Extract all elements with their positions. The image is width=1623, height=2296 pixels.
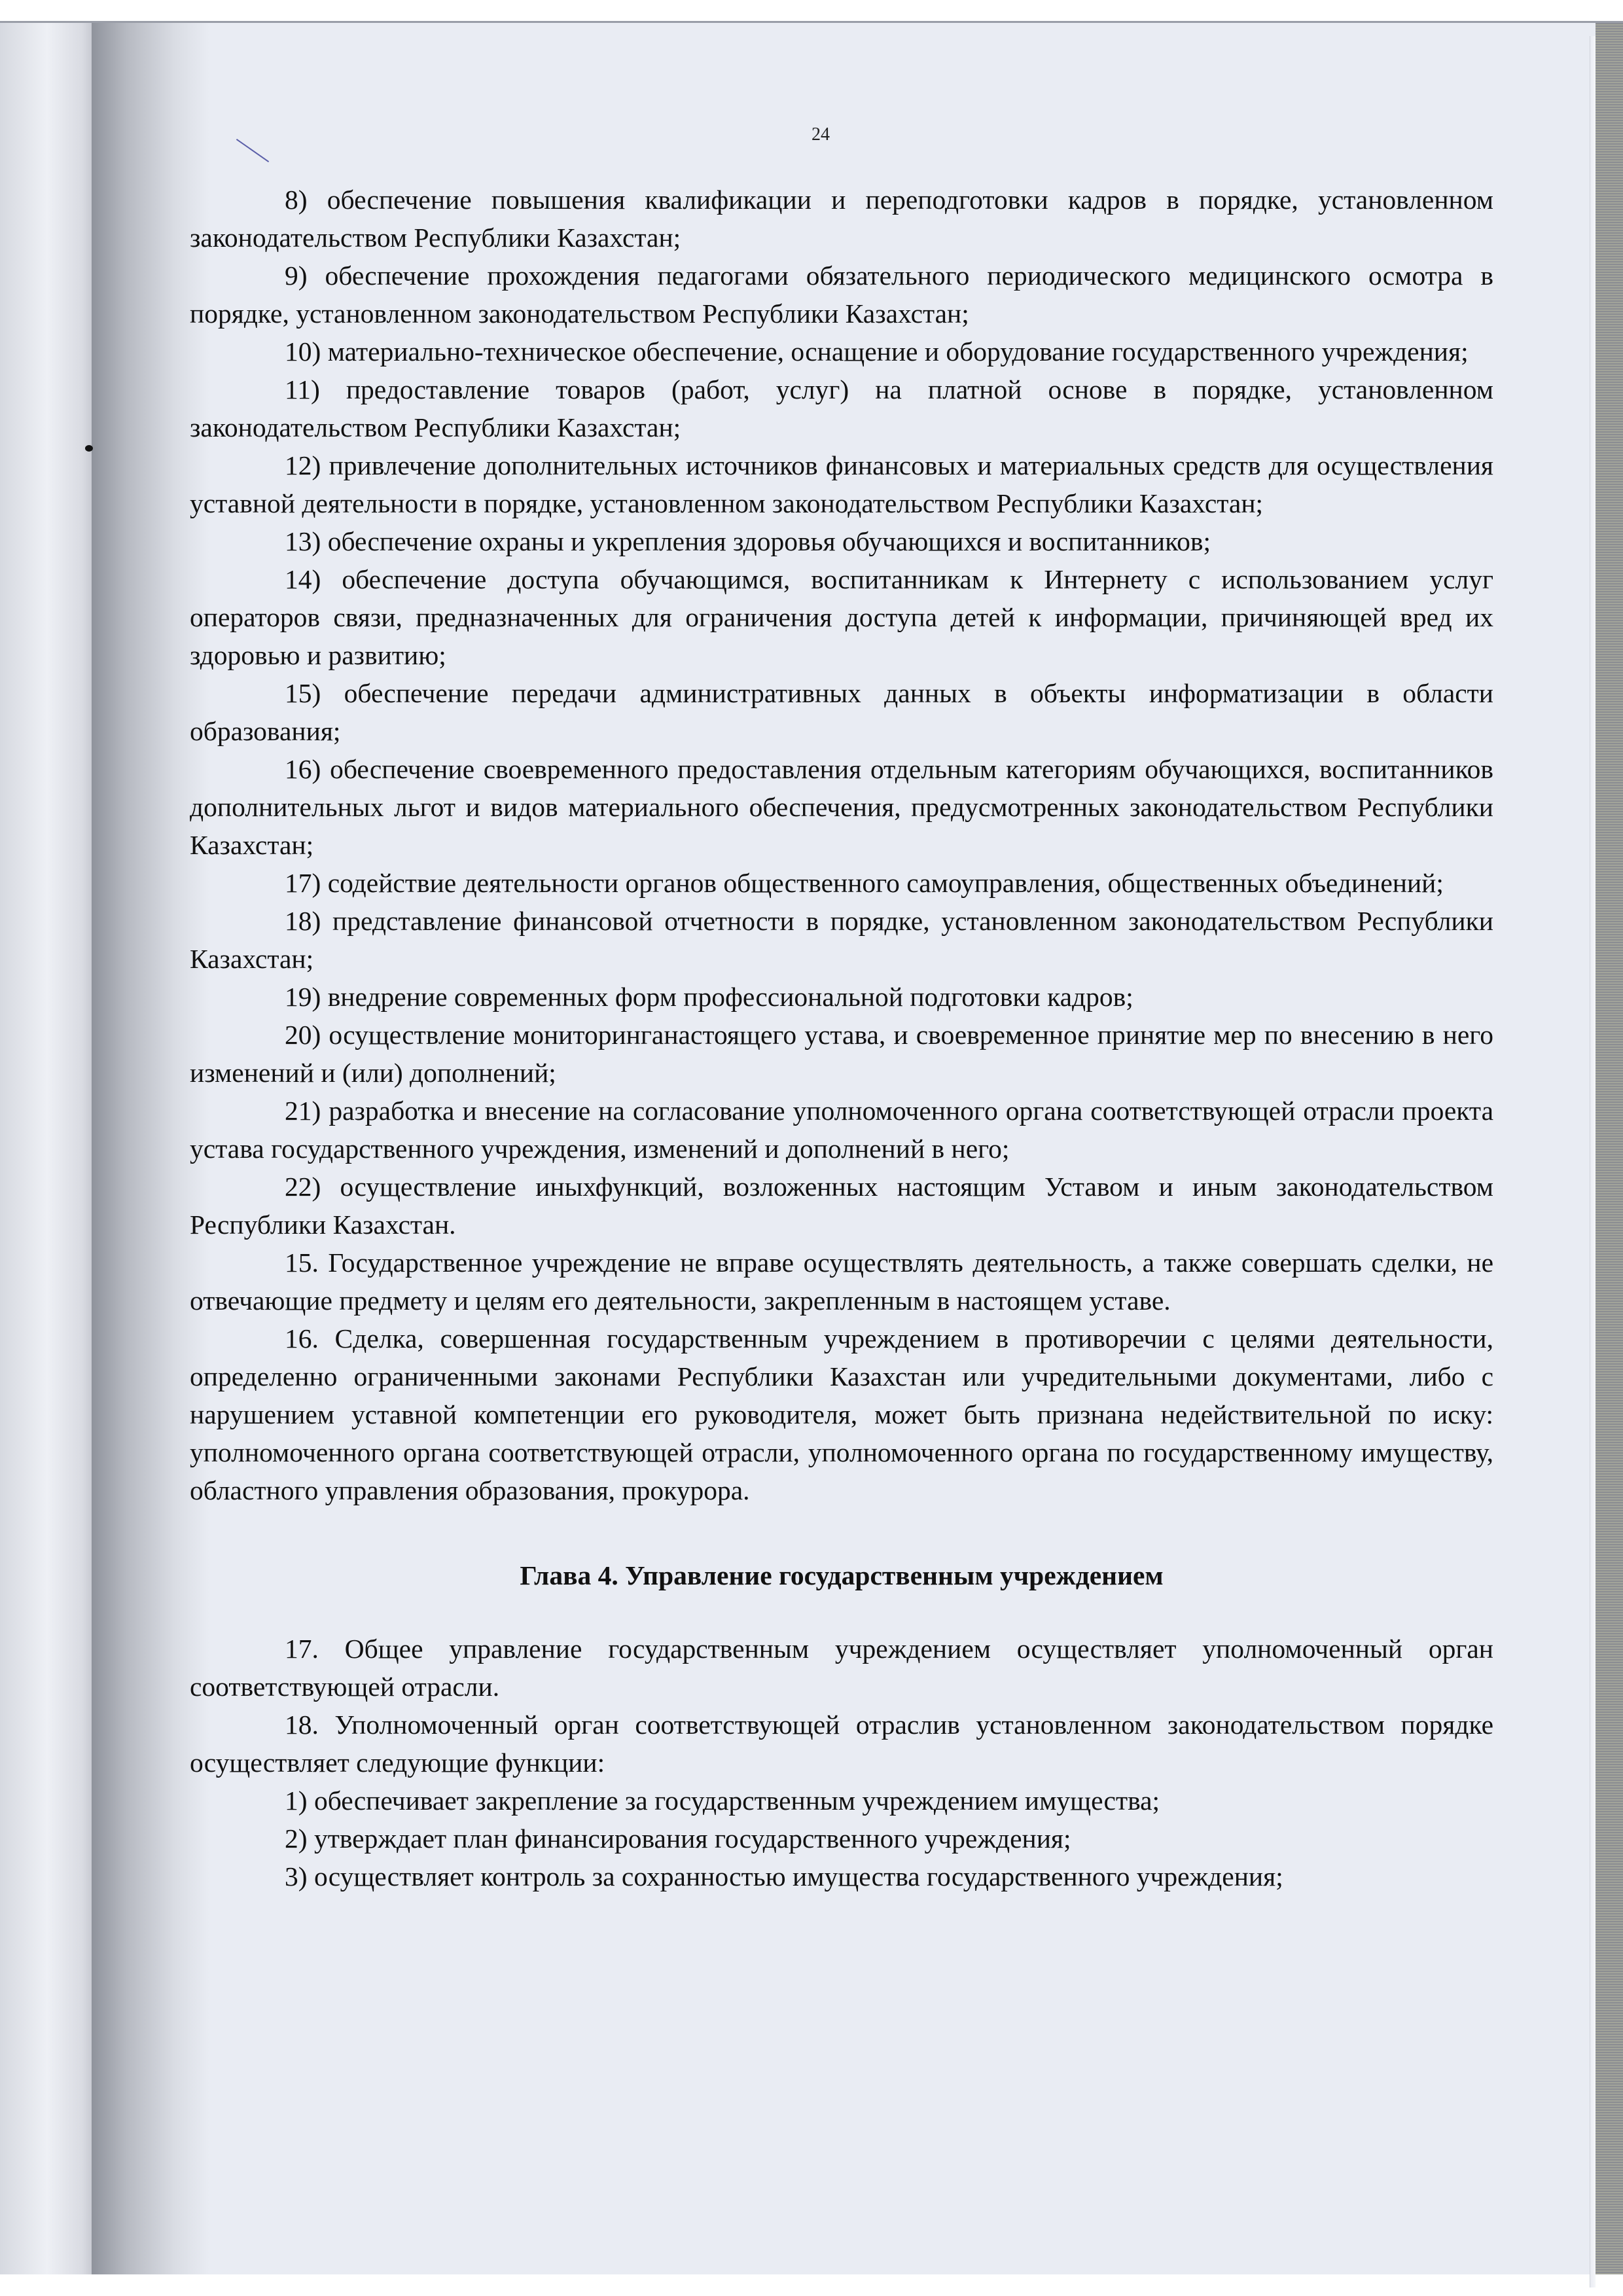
list-item: 15) обеспечение передачи административных данных в объекты информатизации в области образования;	[190, 678, 1493, 746]
list-item: 8) обеспечение повышения квалификации и переподготовки кадров в порядке, установленном законодательством Республики Казахстан;	[190, 185, 1493, 253]
functions-list	[190, 181, 1493, 1244]
list-item: 3) осуществляет контроль за сохранностью имущества государственного учреждения;	[285, 1861, 1283, 1892]
list-item: 12) привлечение дополнительных источников финансовых и материальных средств для осуществления уставной деятельности в порядке, установленном законодательством Республики Казахстан;	[190, 450, 1493, 518]
scanner-edge	[1596, 23, 1623, 2274]
clause-17: 17. Общее управление государственным учреждением осуществляет уполномоченный орган соответствующей отрасли.	[190, 1634, 1493, 1702]
list-item: 21) разработка и внесение на согласование уполномоченного органа соответствующей отрасли проекта устава государственного учреждения, изменений и дополнений в него;	[190, 1096, 1493, 1164]
clause-15: 15. Государственное учреждение не вправе осуществлять деятельность, а также совершать сделки, не отвечающие предмету и целям его деятельности, закрепленным в настоящем уставе.	[190, 1247, 1493, 1316]
clause-16: 16. Сделка, совершенная государственным учреждением в противоречии с целями деятельности, определенно ограниченными законами Республики Казахстан или учредительными документами, либо с нарушением уставной компетенции его руководителя, может быть признана недействительной по иску: уполномоченного органа соответствующей отрасли, уполномоченного органа по государственному имуществу, областного управления образования, прокурора.	[190, 1323, 1493, 1505]
page-number: 24	[812, 124, 830, 145]
list-item: 11) предоставление товаров (работ, услуг) на платной основе в порядке, установленном законодательством Республики Казахстан;	[190, 374, 1493, 442]
list-item: 18) представление финансовой отчетности в порядке, установленном законодательством Республики Казахстан;	[190, 906, 1493, 974]
list-item: 10) материально-техническое обеспечение, оснащение и оборудование государственного учреждения;	[285, 336, 1469, 367]
list-item: 20) осуществление мониторинганастоящего устава, и своевременное принятие мер по внесению в него изменений и (или) дополнений;	[190, 1020, 1493, 1088]
list-item: 2) утверждает план финансирования государственного учреждения;	[285, 1823, 1071, 1854]
list-item: 14) обеспечение доступа обучающимся, воспитанникам к Интернету с использованием услуг операторов связи, предназначенных для ограничения доступа детей к информации, причиняющей вред их здоровью и развитию;	[190, 564, 1493, 670]
page-right-edge	[1590, 36, 1596, 2287]
document-body	[190, 105, 1493, 1895]
list-item: 1) обеспечивает закрепление за государственным учреждением имущества;	[285, 1785, 1160, 1816]
chapter-title: Глава 4. Управление государственным учреждением	[520, 1560, 1164, 1590]
list-item: 19) внедрение современных форм профессиональной подготовки кадров;	[285, 982, 1133, 1012]
clause-18: 18. Уполномоченный орган соответствующей отраслив установленном законодательством порядке осуществляет следующие функции:	[190, 1710, 1493, 1778]
ink-spot	[85, 445, 93, 452]
list-item: 17) содействие деятельности органов общественного самоуправления, общественных объединений;	[285, 868, 1444, 898]
list-item: 9) обеспечение прохождения педагогами обязательного периодического медицинского осмотра в порядке, установленном законодательством Республики Казахстан;	[190, 260, 1493, 329]
list-item: 22) осуществление иныхфункций, возложенных настоящим Уставом и иным законодательством Республики Казахстан.	[190, 1172, 1493, 1240]
list-item: 16) обеспечение своевременного предоставления отдельным категориям обучающихся, воспитанников дополнительных льгот и видов материального обеспечения, предусмотренных законодательством Республики Казахстан;	[190, 754, 1493, 860]
list-item: 13) обеспечение охраны и укрепления здоровья обучающихся и воспитанников;	[285, 526, 1211, 556]
